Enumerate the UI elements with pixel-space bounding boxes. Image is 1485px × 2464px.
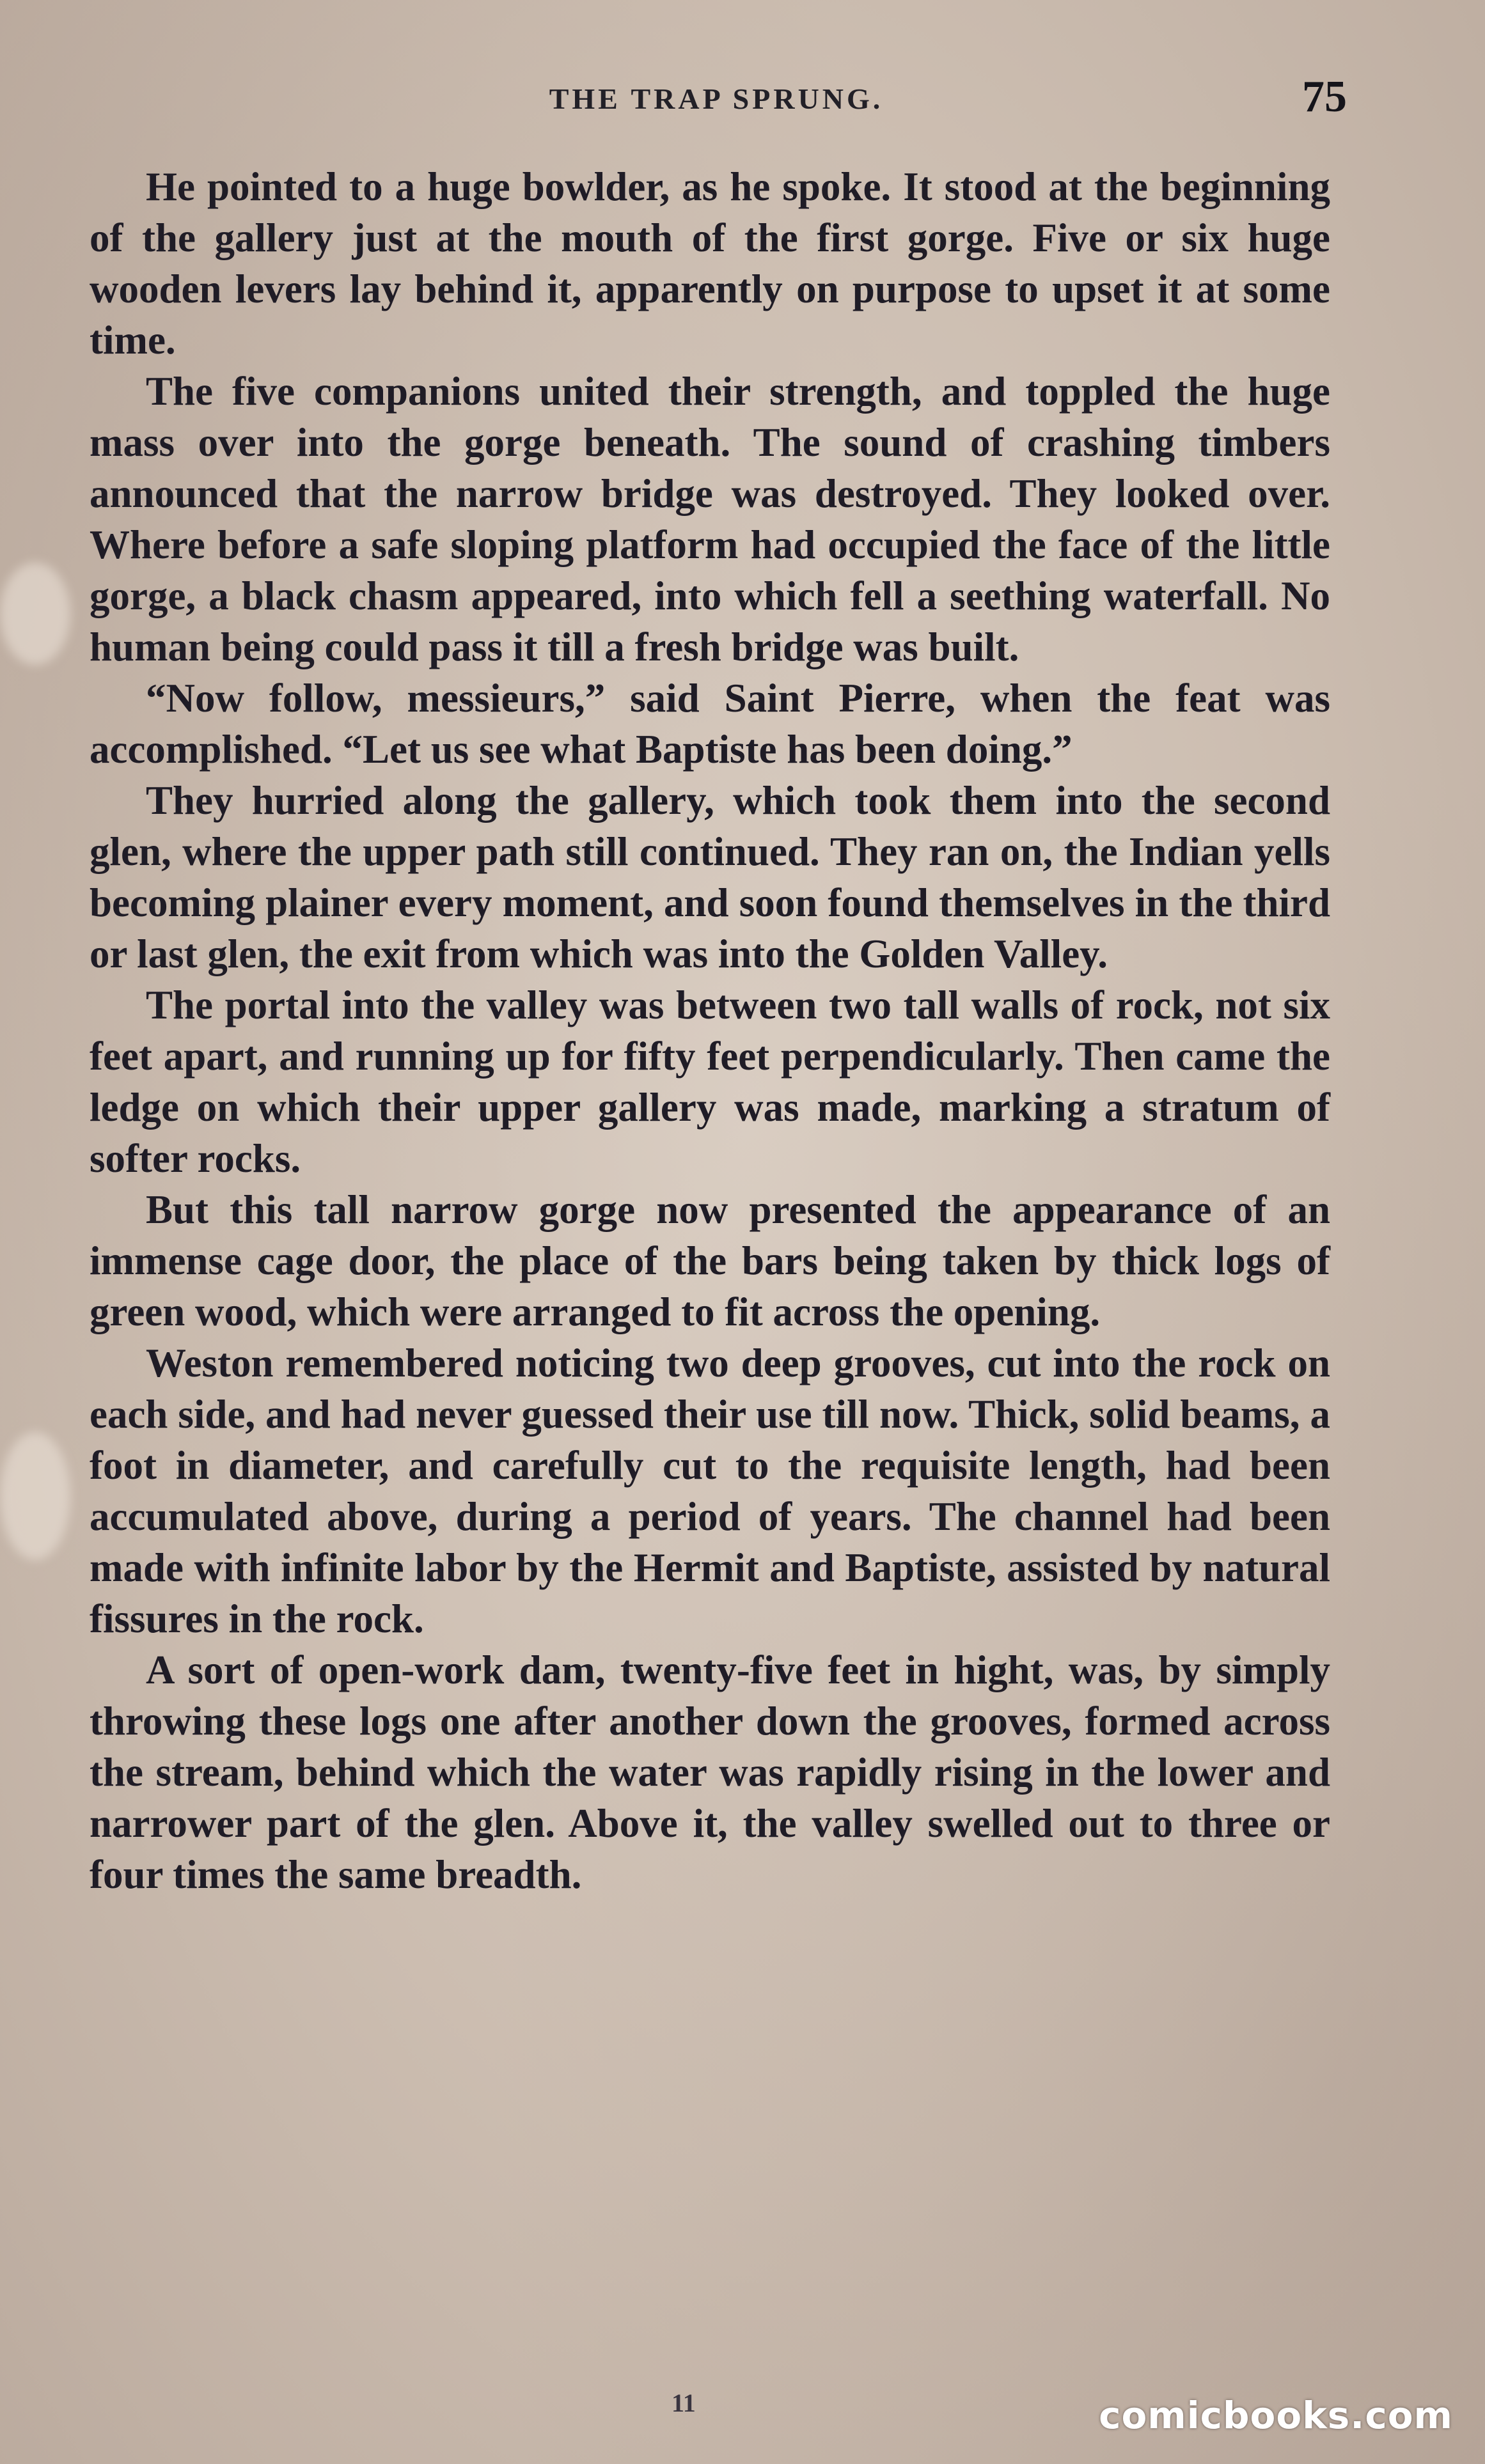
paragraph: The five companions united their strength, and toppled the huge mass over into the gorge beneath. The sound of crashing timbers announced that the narrow bridge was destroyed. They looked over. Where before a safe sloping platform had occupied the face of the little gorge, a black chasm appeared, into which fell a seething waterfall. No human being could pass it till a fresh bridge was built. [90,369,1330,669]
page-edge-stain [0,563,70,665]
page-edge-stain [0,1432,70,1560]
site-watermark: comicbooks.com [1099,2394,1453,2437]
body-text [90,161,1330,1900]
paragraph: “Now follow, messieurs,” said Saint Pierre, when the feat was accomplished. “Let us see what Baptiste has been doing.” [90,676,1330,772]
paragraph: He pointed to a huge bowlder, as he spoke. It stood at the beginning of the gallery just at the mouth of the first gorge. Five or six huge wooden levers lay behind it, apparently on purpose to upset it at some time. [90,164,1330,363]
running-head [90,72,1347,123]
paragraph: But this tall narrow gorge now presented the appearance of an immense cage door, the place of the bars being taken by thick logs of green wood, which were arranged to fit across the opening. [90,1187,1330,1334]
paragraph: They hurried along the gallery, which took them into the second glen, where the upper path still continued. They ran on, the Indian yells becoming plainer every moment, and soon found themselves in the third or last glen, the exit from which was into the Golden Valley. [90,778,1330,976]
paragraph: A sort of open-work dam, twenty-five feet in hight, was, by simply throwing these logs one after another down the grooves, formed across the stream, behind which the water was rapidly rising in the lower and narrower part of the glen. Above it, the valley swelled out to three or four times the same breadth. [90,1648,1330,1897]
page-number: 75 [1302,72,1347,121]
signature-mark: 11 [672,2389,696,2417]
running-title: THE TRAP SPRUNG. [549,82,884,115]
paragraph: Weston remembered noticing two deep grooves, cut into the rock on each side, and had never guessed their use till now. Thick, solid beams, a foot in diameter, and carefully cut to the requisite length, had been accumulated above, during a period of years. The channel had been made with infinite labor by the Hermit and Baptiste, assisted by natural fissures in the rock. [90,1341,1330,1641]
paragraph: The portal into the valley was between two tall walls of rock, not six feet apart, and running up for fifty feet perpendicularly. Then came the ledge on which their upper gallery was made, marking a stratum of softer rocks. [90,983,1330,1181]
